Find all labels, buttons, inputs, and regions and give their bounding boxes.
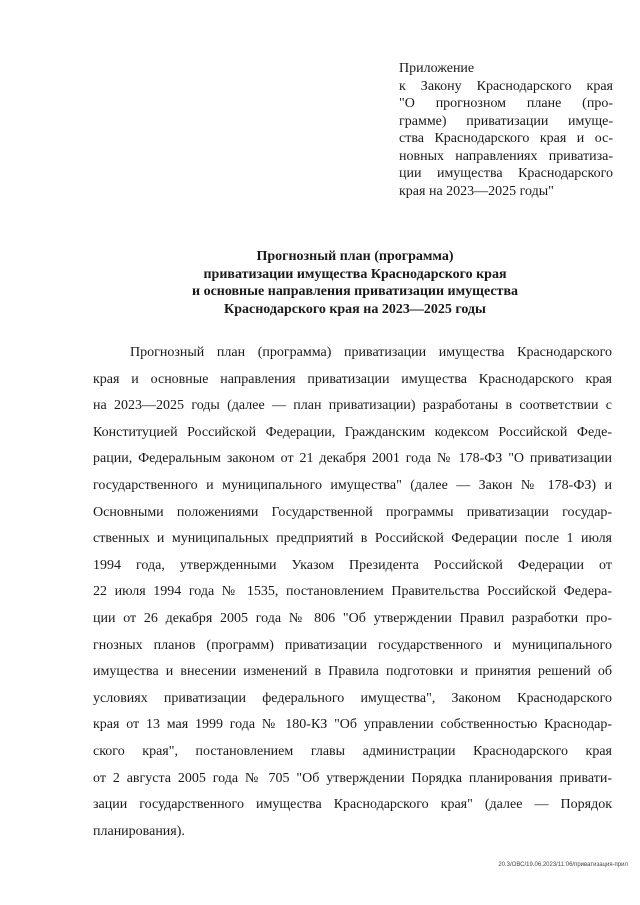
body-line: 22 июля 1994 года № 1535, постановлением Правительства Российской Федера-: [93, 584, 612, 600]
body-line: на 2023—2025 годы (далее — план приватизации) разработаны в соответствии с: [93, 398, 612, 414]
body-paragraph: [93, 340, 612, 845]
body-line: края и основные направления приватизации имущества Краснодарского края: [93, 371, 612, 387]
body-line: края от 13 мая 1999 года № 180-КЗ "Об управлении собственностью Краснодар-: [93, 717, 612, 733]
body-line: планирования).: [93, 823, 185, 839]
body-line: ции от 26 декабря 2005 года № 806 "Об утверждении Правил разработки про-: [93, 610, 612, 626]
body-line: гнозных планов (программ) приватизации государственного и муниципального: [93, 637, 612, 653]
appendix-line: к Закону Краснодарского края: [399, 78, 613, 94]
appendix-line: ства Краснодарского края и ос-: [399, 131, 613, 146]
appendix-line: новных направлениях приватиза-: [399, 148, 613, 164]
body-line: Основными положениями Государственной программы приватизации государ-: [93, 504, 612, 520]
appendix-line: "О прогнозном плане (про-: [399, 96, 613, 111]
body-line: имущества и внесении изменений в Правила подготовки и принятия решений об: [93, 664, 612, 680]
appendix-line: края на 2023—2025 годы": [399, 183, 554, 199]
appendix-line: Приложение: [399, 61, 475, 76]
body-line: зации государственного имущества Краснодарского края" (далее — Порядок: [93, 797, 612, 813]
appendix-line: грамме) приватизации имуще-: [399, 113, 613, 129]
body-line: рации, Федеральным законом от 21 декабря 2001 года № 178-ФЗ "О приватизации: [93, 451, 612, 467]
appendix-header: [399, 60, 613, 200]
body-line: условиях приватизации федерального имущества", Законом Краснодарского: [93, 690, 612, 706]
title-line: и основные направления приватизации имущества: [192, 284, 518, 299]
body-line: ского края", постановлением главы администрации Краснодарского края: [93, 743, 612, 759]
title-line: приватизации имущества Краснодарского края: [203, 266, 507, 282]
document-footer-code: 20.3/ОВС/19.06.2023/11:06/приватизация-прил: [498, 862, 628, 868]
title-line: Краснодарского края на 2023—2025 годы: [224, 301, 486, 317]
body-line: Конституцией Российской Федерации, Гражданским кодексом Российской Феде-: [93, 424, 612, 440]
title-line: Прогнозный план (программа): [256, 249, 454, 264]
appendix-line: ции имущества Краснодарского: [399, 166, 613, 181]
document-title: [110, 248, 600, 318]
body-line: 1994 года, утвержденными Указом Президента Российской Федерации от: [93, 557, 612, 573]
body-line: государственного и муниципального имущества" (далее — Закон № 178-ФЗ) и: [93, 477, 612, 493]
body-line: Прогнозный план (программа) приватизации имущества Краснодарского: [130, 345, 612, 360]
body-line: от 2 августа 2005 года № 705 "Об утверждении Порядка планирования привати-: [93, 770, 612, 786]
body-line: ственных и муниципальных предприятий в Российской Федерации после 1 июля: [93, 531, 612, 547]
